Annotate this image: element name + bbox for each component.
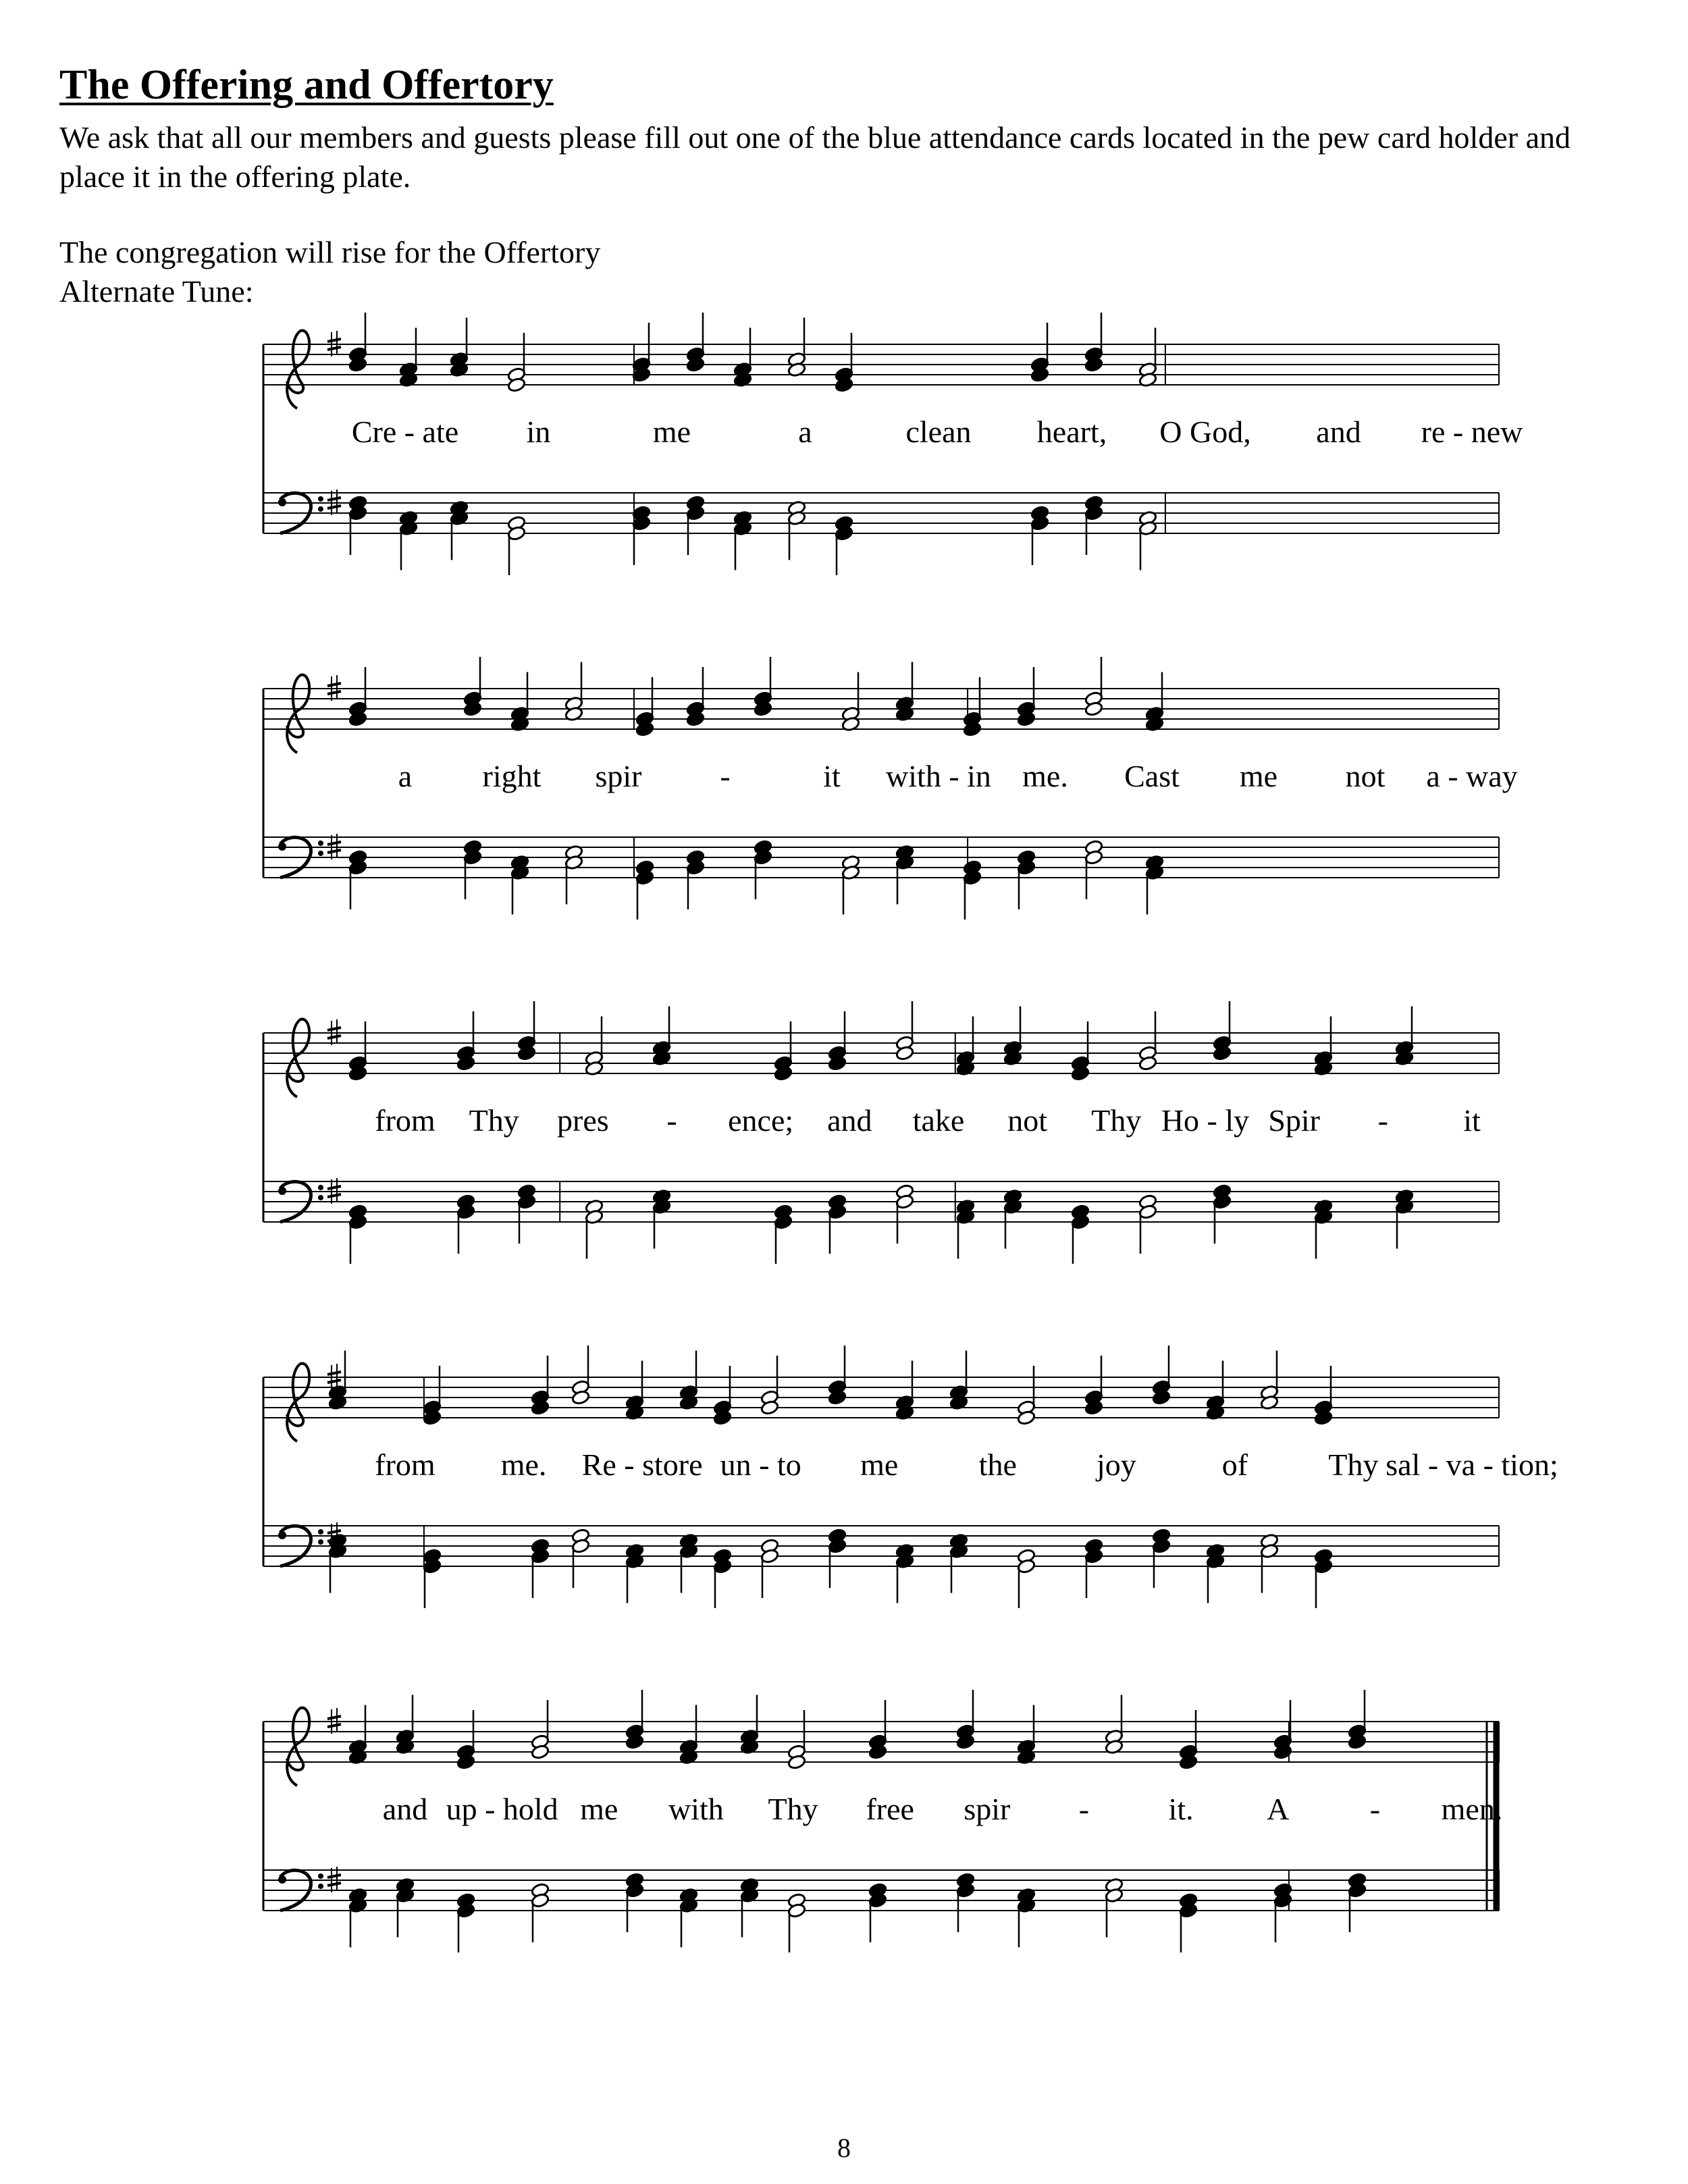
lyric-word: free [866,1792,914,1826]
hymn-score [257,304,1558,2113]
lyric-word: from [375,1103,436,1138]
lyric-word: - [1377,1103,1388,1138]
treble-clef-icon [287,1019,309,1097]
alternate-tune-label: Alternate Tune: [59,274,254,309]
lyric-word: a [798,415,812,449]
lyric-word: the [978,1447,1017,1482]
lyric-word: take [912,1103,965,1138]
lyric-word: from [375,1447,436,1482]
lyric-word: me [860,1447,899,1482]
lyric-word: me [652,415,691,449]
lyrics-line [398,759,1518,793]
treble-staff [263,331,1499,408]
lyric-word: and [827,1103,872,1138]
intro-paragraph: We ask that all our members and guests please fill out one of the blue attendance cards located in the pew card holder and place it in the offering plate. [59,120,1571,194]
lyric-word: men. [1441,1792,1503,1826]
lyric-word: a [398,759,413,793]
lyric-word: Thy [1328,1447,1379,1482]
lyric-word: me [580,1792,618,1826]
lyric-word: ence; [728,1103,794,1138]
lyric-word: Cre - ate [351,415,459,449]
lyric-word: A [1267,1792,1290,1826]
lyric-word: with [668,1792,724,1826]
lyrics-line [352,415,1523,449]
bass-staff [263,834,1499,878]
lyric-word: right [482,759,542,793]
lyric-word: spir [964,1792,1011,1826]
lyric-word: with - in [886,759,991,793]
lyric-word: me. [1022,759,1068,793]
lyric-word: - [1078,1792,1090,1826]
treble-clef-icon [287,331,309,408]
lyric-word: up - hold [446,1792,558,1826]
lyric-word: re - new [1421,415,1523,449]
lyric-word: me [1239,759,1278,793]
note-group [348,1001,1414,1082]
treble-staff [263,1364,1499,1441]
lyric-word: Spir [1268,1103,1321,1138]
treble-clef-icon [287,1364,309,1441]
lyric-word: Re - store [581,1447,703,1482]
lyric-word: Thy [768,1792,818,1826]
treble-clef-icon [287,1708,309,1786]
lyric-word: heart, [1036,415,1107,449]
lyrics-line [375,1447,1558,1482]
bass-staff [263,1178,1499,1222]
lyric-word: me. [500,1447,547,1482]
lyric-word: it [823,759,841,793]
treble-clef-icon [287,675,309,753]
page-number: 8 [837,2133,851,2163]
lyric-word: joy [1096,1447,1136,1482]
lyrics-line [375,1103,1481,1138]
note-group [348,1872,1367,1952]
lyric-word: - [666,1103,677,1138]
bass-staff [263,489,1499,533]
section-heading: The Offering and Offertory [59,62,554,108]
lyric-word: Thy [1091,1103,1142,1138]
lyric-word: not [1007,1103,1048,1138]
rise-note: The congregation will rise for the Offertory [59,235,601,269]
lyric-word: of [1221,1447,1248,1482]
lyric-word: a - way [1426,759,1518,793]
bass-staff [263,1522,1499,1566]
note-group [348,1690,1367,1770]
lyric-word: O God, [1159,415,1251,449]
note-group [348,495,1157,575]
lyric-word: it. [1168,1792,1194,1826]
note-group [328,1528,1333,1608]
note-group [328,1346,1333,1426]
treble-staff [263,675,1499,753]
lyric-word: - [720,759,731,793]
lyric-word: Ho - ly [1161,1103,1250,1138]
lyric-word: un - to [720,1447,801,1482]
lyric-word: - [1369,1792,1381,1826]
treble-staff [263,1019,1499,1097]
lyric-word: spir [595,759,642,793]
sheet-music [257,304,1558,2113]
note-group [348,839,1164,920]
lyric-word: in [526,415,551,449]
lyric-word: clean [905,415,972,449]
note-group [348,657,1164,737]
lyric-word: and [1316,415,1361,449]
lyric-word: not [1345,759,1386,793]
note-group [348,1183,1414,1264]
lyric-word: sal - va - tion; [1386,1447,1558,1482]
lyric-word: Thy [469,1103,519,1138]
lyric-word: it [1463,1103,1481,1138]
lyrics-line [383,1792,1503,1826]
lyric-word: pres [557,1103,609,1138]
note-group [348,313,1157,393]
lyric-word: Cast [1124,759,1180,793]
lyric-word: and [382,1792,428,1826]
